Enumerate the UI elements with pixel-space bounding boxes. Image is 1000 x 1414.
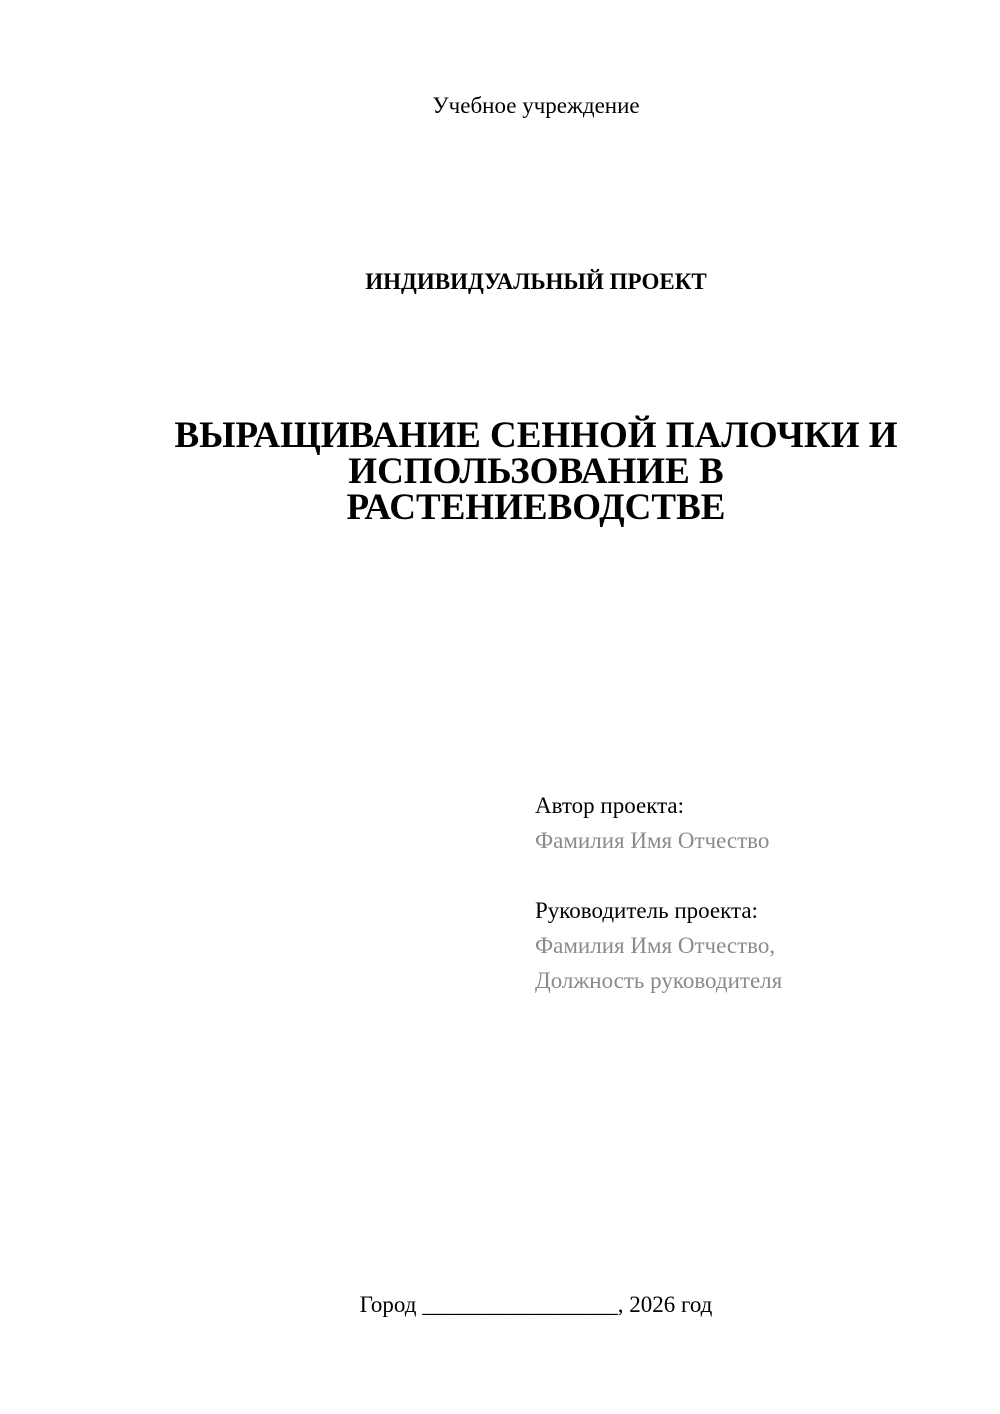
credits-spacer bbox=[535, 858, 975, 893]
city-year-footer: Город _________________, 2026 год bbox=[359, 1292, 713, 1317]
author-name: Фамилия Имя Отчество bbox=[535, 828, 770, 853]
project-credits bbox=[535, 788, 975, 998]
supervisor-name: Фамилия Имя Отчество, bbox=[535, 933, 776, 958]
supervisor-label: Руководитель проекта: bbox=[535, 898, 758, 923]
institution-name: Учебное учреждение bbox=[432, 93, 640, 118]
project-title-line: ИСПОЛЬЗОВАНИЕ В bbox=[348, 451, 724, 492]
project-title-line: ВЫРАЩИВАНИЕ СЕННОЙ ПАЛОЧКИ И bbox=[174, 415, 898, 456]
project-type-heading: ИНДИВИДУАЛЬНЫЙ ПРОЕКТ bbox=[365, 269, 707, 294]
author-label: Автор проекта: bbox=[535, 793, 684, 818]
supervisor-position: Должность руководителя bbox=[535, 968, 783, 993]
project-title-line: РАСТЕНИЕВОДСТВЕ bbox=[346, 487, 726, 528]
project-title bbox=[100, 415, 972, 528]
